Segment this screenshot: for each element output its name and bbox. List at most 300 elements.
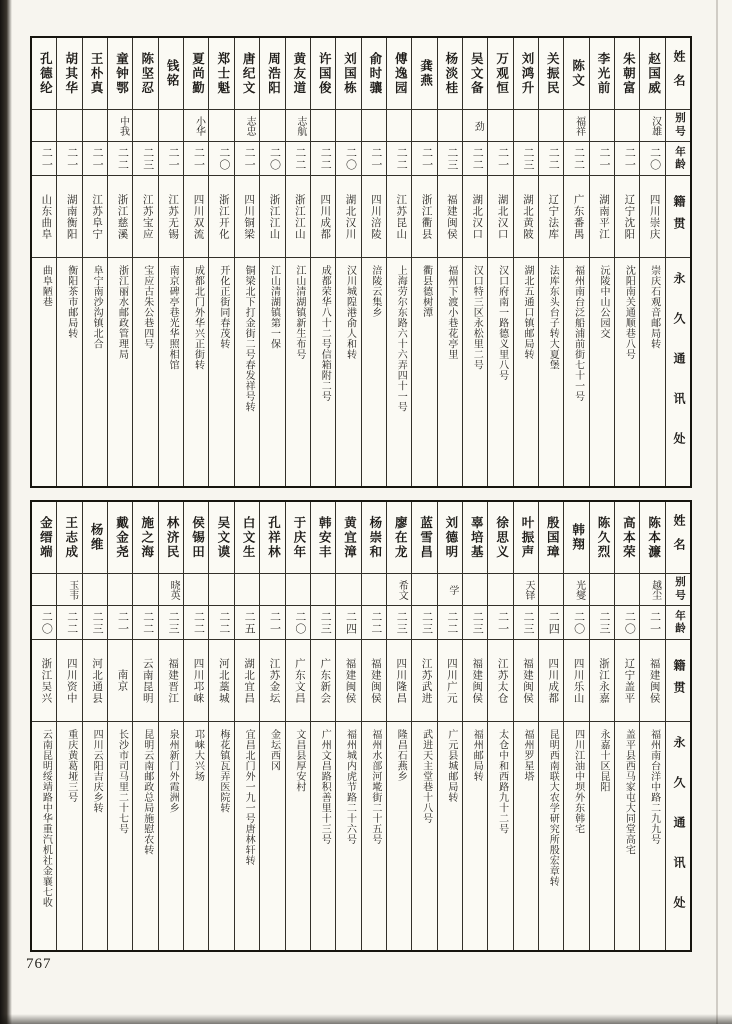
person-name-cell: 俞时骧 bbox=[362, 38, 386, 110]
person-column bbox=[589, 502, 614, 950]
person-age-cell: 二一 bbox=[615, 142, 639, 176]
person-column bbox=[234, 502, 259, 950]
person-name-cell: 戴金尧 bbox=[108, 502, 132, 574]
person-column bbox=[437, 502, 462, 950]
person-alias-cell bbox=[539, 574, 563, 606]
person-column bbox=[183, 502, 208, 950]
header-name-cell: 姓名 bbox=[666, 38, 690, 110]
person-alias-cell bbox=[615, 110, 639, 142]
person-column bbox=[32, 502, 56, 950]
person-origin-cell: 福建闽侯 bbox=[362, 640, 386, 722]
person-name-cell: 白文生 bbox=[235, 502, 259, 574]
person-origin-cell: 湖北黄陂 bbox=[514, 176, 538, 258]
person-origin-cell: 辽宁盖平 bbox=[615, 640, 639, 722]
person-name-cell: 廖在龙 bbox=[387, 502, 411, 574]
person-origin-cell: 湖北汉口 bbox=[488, 176, 512, 258]
person-name-cell: 孔德纶 bbox=[32, 38, 56, 110]
person-age-cell: 二三 bbox=[133, 142, 157, 176]
person-origin-cell: 广东新会 bbox=[311, 640, 335, 722]
person-origin-cell: 河北通县 bbox=[83, 640, 107, 722]
person-age-cell: 二一 bbox=[108, 606, 132, 640]
person-origin-cell: 四川铜梁 bbox=[235, 176, 259, 258]
header-origin-cell: 籍贯 bbox=[666, 640, 690, 722]
person-address-cell: 昆明云南邮政总局施慰农转 bbox=[141, 729, 153, 855]
person-alias-cell: 福祥 bbox=[564, 110, 588, 142]
person-column bbox=[462, 502, 487, 950]
person-name-cell: 高本荣 bbox=[615, 502, 639, 574]
person-alias-cell bbox=[260, 110, 284, 142]
person-age-cell: 二三 bbox=[83, 606, 107, 640]
person-origin-cell: 四川双流 bbox=[184, 176, 208, 258]
person-column bbox=[563, 502, 588, 950]
person-column bbox=[538, 38, 563, 486]
person-name-cell: 朱朝富 bbox=[615, 38, 639, 110]
person-address-cell: 武进天主堂巷十八号 bbox=[420, 729, 432, 824]
person-address-cell: 金坛西冈 bbox=[268, 729, 280, 771]
person-address-cell: 四川江油中坝外东韩宅 bbox=[572, 729, 584, 834]
person-alias-cell: 中我 bbox=[108, 110, 132, 142]
person-address-cell: 衡阳茶市邮局转 bbox=[65, 265, 77, 339]
person-alias-cell bbox=[209, 574, 233, 606]
person-origin-cell: 江苏金坛 bbox=[260, 640, 284, 722]
person-alias-cell bbox=[387, 110, 411, 142]
person-origin-cell: 四川资中 bbox=[57, 640, 81, 722]
person-address-cell: 汉川城隍港俞人和转 bbox=[344, 265, 356, 360]
person-origin-cell: 江苏昆山 bbox=[387, 176, 411, 258]
person-name-cell: 叶振声 bbox=[514, 502, 538, 574]
person-name-cell: 万观恒 bbox=[488, 38, 512, 110]
person-name-cell: 胡其华 bbox=[57, 38, 81, 110]
person-column bbox=[158, 502, 183, 950]
person-column bbox=[208, 38, 233, 486]
person-address-cell: 宝应古朱公巷四号 bbox=[141, 265, 153, 349]
person-age-cell: 二一 bbox=[235, 142, 259, 176]
person-column bbox=[513, 502, 538, 950]
person-age-cell: 二三 bbox=[590, 606, 614, 640]
person-name-cell: 杨淡桂 bbox=[438, 38, 462, 110]
person-origin-cell: 四川隆昌 bbox=[387, 640, 411, 722]
person-origin-cell: 江苏太仓 bbox=[488, 640, 512, 722]
person-origin-cell: 山东曲阜 bbox=[32, 176, 56, 258]
person-name-cell: 王朴真 bbox=[83, 38, 107, 110]
person-column bbox=[361, 38, 386, 486]
person-column bbox=[589, 38, 614, 486]
person-address-cell: 广州文昌路积善里十三号 bbox=[319, 729, 331, 845]
person-alias-cell bbox=[311, 574, 335, 606]
person-age-cell: 二一 bbox=[412, 142, 436, 176]
person-origin-cell: 辽宁法库 bbox=[539, 176, 563, 258]
person-origin-cell: 四川成都 bbox=[311, 176, 335, 258]
person-alias-cell bbox=[159, 110, 183, 142]
person-age-cell: 二〇 bbox=[209, 142, 233, 176]
person-name-cell: 周浩阳 bbox=[260, 38, 284, 110]
person-column bbox=[487, 38, 512, 486]
person-address-cell: 上海劳尔东路六十六弄四十一号 bbox=[395, 265, 407, 412]
person-address-cell: 法库东头台子转大夏堡 bbox=[547, 265, 559, 370]
person-alias-cell bbox=[362, 574, 386, 606]
person-alias-cell bbox=[514, 110, 538, 142]
person-name-cell: 徐思义 bbox=[488, 502, 512, 574]
person-column bbox=[259, 38, 284, 486]
person-name-cell: 杨维 bbox=[83, 502, 107, 574]
person-age-cell: 二〇 bbox=[564, 606, 588, 640]
person-column bbox=[56, 38, 81, 486]
person-alias-cell bbox=[133, 574, 157, 606]
person-address-cell: 太仓中和西路九十二号 bbox=[496, 729, 508, 834]
person-address-cell: 曲阜陋巷 bbox=[40, 265, 52, 307]
person-address-cell: 昆明西南联大农学研究所殷宏章转 bbox=[547, 729, 559, 887]
person-name-cell: 关振民 bbox=[539, 38, 563, 110]
person-column bbox=[462, 38, 487, 486]
person-address-cell: 四川云阳吉庆乡转 bbox=[91, 729, 103, 813]
person-origin-cell: 湖北汉川 bbox=[336, 176, 360, 258]
person-age-cell: 二二 bbox=[57, 606, 81, 640]
person-alias-cell bbox=[488, 574, 512, 606]
person-address-cell: 盖平县西马家屯大同堂高宅 bbox=[623, 729, 635, 855]
person-age-cell: 二一 bbox=[184, 142, 208, 176]
person-alias-cell: 学 bbox=[438, 574, 462, 606]
person-alias-cell bbox=[590, 110, 614, 142]
person-name-cell: 童钟鄂 bbox=[108, 38, 132, 110]
person-name-cell: 刘德明 bbox=[438, 502, 462, 574]
person-origin-cell: 江苏宝应 bbox=[133, 176, 157, 258]
person-address-cell: 福州南台泛船浦前街七十一号 bbox=[572, 265, 584, 402]
person-age-cell: 二二 bbox=[133, 606, 157, 640]
person-origin-cell: 浙江江山 bbox=[260, 176, 284, 258]
header-alias-cell: 别号 bbox=[666, 574, 690, 606]
person-address-cell: 福州南台洋中路二九九号 bbox=[648, 729, 660, 845]
person-origin-cell: 湖南衡阳 bbox=[57, 176, 81, 258]
person-alias-cell: 天铎 bbox=[514, 574, 538, 606]
directory-table-bottom bbox=[30, 500, 692, 952]
scan-right-crease bbox=[716, 0, 718, 1024]
person-address-cell: 梅花镇瓦弄医院转 bbox=[217, 729, 229, 813]
person-name-cell: 施之海 bbox=[133, 502, 157, 574]
person-column bbox=[158, 38, 183, 486]
person-address-cell: 长沙市司马里二十七号 bbox=[116, 729, 128, 834]
person-name-cell: 赵国威 bbox=[640, 38, 664, 110]
person-address-cell: 涪陵云集乡 bbox=[369, 265, 381, 318]
person-age-cell: 二四 bbox=[336, 606, 360, 640]
person-column bbox=[513, 38, 538, 486]
person-name-cell: 蓝雪昌 bbox=[412, 502, 436, 574]
person-origin-cell: 广东文昌 bbox=[286, 640, 310, 722]
person-age-cell: 二一 bbox=[488, 142, 512, 176]
person-column bbox=[386, 38, 411, 486]
person-column bbox=[335, 502, 360, 950]
person-name-cell: 陈本濂 bbox=[640, 502, 664, 574]
person-column bbox=[437, 38, 462, 486]
person-column bbox=[386, 502, 411, 950]
person-name-cell: 辜培基 bbox=[463, 502, 487, 574]
person-address-cell: 成都北门外华兴正街转 bbox=[192, 265, 204, 370]
person-name-cell: 孔祥林 bbox=[260, 502, 284, 574]
person-column bbox=[285, 38, 310, 486]
header-age-cell: 年龄 bbox=[666, 142, 690, 176]
person-origin-cell: 四川涪陵 bbox=[362, 176, 386, 258]
person-name-cell: 金缙端 bbox=[32, 502, 56, 574]
person-alias-cell: 小华 bbox=[184, 110, 208, 142]
person-age-cell: 二〇 bbox=[640, 142, 664, 176]
person-origin-cell: 浙江慈溪 bbox=[108, 176, 132, 258]
person-address-cell: 衢县德树潭 bbox=[420, 265, 432, 318]
person-age-cell: 二一 bbox=[83, 142, 107, 176]
person-age-cell: 二三 bbox=[412, 606, 436, 640]
person-age-cell: 二一 bbox=[32, 142, 56, 176]
person-alias-cell bbox=[539, 110, 563, 142]
person-origin-cell: 浙江开化 bbox=[209, 176, 233, 258]
person-age-cell: 二二 bbox=[463, 142, 487, 176]
person-name-cell: 韩安丰 bbox=[311, 502, 335, 574]
person-age-cell: 二三 bbox=[159, 606, 183, 640]
person-age-cell: 二一 bbox=[590, 142, 614, 176]
person-alias-cell bbox=[311, 110, 335, 142]
person-alias-cell bbox=[32, 110, 56, 142]
person-column bbox=[310, 38, 335, 486]
person-alias-cell bbox=[235, 574, 259, 606]
person-age-cell: 二一 bbox=[488, 606, 512, 640]
person-origin-cell: 四川崇庆 bbox=[640, 176, 664, 258]
person-address-cell: 福州邮局转 bbox=[471, 729, 483, 782]
person-alias-cell bbox=[412, 574, 436, 606]
person-column bbox=[310, 502, 335, 950]
person-name-cell: 唐纪文 bbox=[235, 38, 259, 110]
person-origin-cell: 南京 bbox=[108, 640, 132, 722]
person-age-cell: 二二 bbox=[286, 142, 310, 176]
person-address-cell: 广元县城邮局转 bbox=[445, 729, 457, 803]
person-address-cell: 福州水部河墘街二十五号 bbox=[369, 729, 381, 845]
person-alias-cell bbox=[133, 110, 157, 142]
person-alias-cell bbox=[336, 574, 360, 606]
person-address-cell: 铜梁北下打金街二号春发祥号转 bbox=[243, 265, 255, 412]
person-alias-cell bbox=[488, 110, 512, 142]
person-address-cell: 福州罗星塔 bbox=[521, 729, 533, 782]
person-age-cell: 二二 bbox=[362, 606, 386, 640]
header-address-cell: 永久通讯处 bbox=[672, 272, 686, 472]
person-age-cell: 二二 bbox=[564, 142, 588, 176]
person-origin-cell: 福建闽侯 bbox=[438, 176, 462, 258]
person-address-cell: 浙江丽水邮政管理局 bbox=[116, 265, 128, 360]
person-origin-cell: 浙江永嘉 bbox=[590, 640, 614, 722]
person-alias-cell bbox=[286, 574, 310, 606]
person-address-cell: 重庆黄葛垭三号 bbox=[65, 729, 77, 803]
person-alias-cell bbox=[336, 110, 360, 142]
person-address-cell: 福州城内虎节路二十六号 bbox=[344, 729, 356, 845]
person-address-cell: 隆昌石燕乡 bbox=[395, 729, 407, 782]
person-name-cell: 于庆年 bbox=[286, 502, 310, 574]
person-address-cell: 汉口特三区永松里二号 bbox=[471, 265, 483, 370]
person-age-cell: 二〇 bbox=[32, 606, 56, 640]
person-address-cell: 崇庆石观音邮局转 bbox=[648, 265, 660, 349]
person-name-cell: 侯锡田 bbox=[184, 502, 208, 574]
person-name-cell: 黄宜漳 bbox=[336, 502, 360, 574]
scan-bottom-edge bbox=[0, 1014, 732, 1024]
person-address-cell: 汉口府南一路德义里八号 bbox=[496, 265, 508, 381]
person-origin-cell: 四川邛崃 bbox=[184, 640, 208, 722]
person-origin-cell: 江苏武进 bbox=[412, 640, 436, 722]
person-alias-cell: 汉雄 bbox=[640, 110, 664, 142]
person-alias-cell bbox=[32, 574, 56, 606]
person-age-cell: 二四 bbox=[539, 606, 563, 640]
header-origin-cell: 籍贯 bbox=[666, 176, 690, 258]
person-alias-cell: 晓英 bbox=[159, 574, 183, 606]
person-column bbox=[183, 38, 208, 486]
person-age-cell: 二二 bbox=[184, 606, 208, 640]
person-name-cell: 龚燕 bbox=[412, 38, 436, 110]
person-origin-cell: 云南昆明 bbox=[133, 640, 157, 722]
person-age-cell: 二二 bbox=[387, 142, 411, 176]
person-origin-cell: 湖南平江 bbox=[590, 176, 614, 258]
person-age-cell: 二一 bbox=[362, 142, 386, 176]
person-name-cell: 郑士魁 bbox=[209, 38, 233, 110]
person-name-cell: 杨崇和 bbox=[362, 502, 386, 574]
person-alias-cell bbox=[108, 574, 132, 606]
person-origin-cell: 辽宁沈阳 bbox=[615, 176, 639, 258]
person-column bbox=[132, 38, 157, 486]
person-origin-cell: 浙江江山 bbox=[286, 176, 310, 258]
person-origin-cell: 福建闽侯 bbox=[336, 640, 360, 722]
person-origin-cell: 四川乐山 bbox=[564, 640, 588, 722]
person-alias-cell bbox=[438, 110, 462, 142]
person-age-cell: 二一 bbox=[260, 606, 284, 640]
person-name-cell: 钱铭 bbox=[159, 38, 183, 110]
header-name-cell: 姓名 bbox=[666, 502, 690, 574]
person-origin-cell: 浙江衢县 bbox=[412, 176, 436, 258]
person-address-cell: 沅陵中山公园交 bbox=[597, 265, 609, 339]
person-column bbox=[285, 502, 310, 950]
person-column bbox=[411, 502, 436, 950]
person-origin-cell: 河北藁城 bbox=[209, 640, 233, 722]
person-address-cell: 江山清湖镇新生布号 bbox=[293, 265, 305, 360]
person-name-cell: 殷国璋 bbox=[539, 502, 563, 574]
person-name-cell: 陈坚忍 bbox=[133, 38, 157, 110]
person-alias-cell bbox=[209, 110, 233, 142]
person-name-cell: 王志成 bbox=[57, 502, 81, 574]
person-age-cell: 二二 bbox=[209, 606, 233, 640]
person-column bbox=[82, 38, 107, 486]
person-address-cell: 云南昆明绥靖路中华重汽机社金襄七收 bbox=[40, 729, 52, 908]
person-column bbox=[335, 38, 360, 486]
person-age-cell: 二〇 bbox=[336, 142, 360, 176]
person-column bbox=[411, 38, 436, 486]
person-column bbox=[487, 502, 512, 950]
page-number: 767 bbox=[26, 956, 52, 972]
person-alias-cell bbox=[260, 574, 284, 606]
person-alias-cell: 志忠 bbox=[235, 110, 259, 142]
person-name-cell: 刘鸿升 bbox=[514, 38, 538, 110]
person-age-cell: 二二 bbox=[311, 142, 335, 176]
person-alias-cell: 越尘 bbox=[640, 574, 664, 606]
person-column bbox=[259, 502, 284, 950]
person-age-cell: 二〇 bbox=[260, 142, 284, 176]
person-address-cell: 泉州新门外霞洲乡 bbox=[167, 729, 179, 813]
person-origin-cell: 江苏阜宁 bbox=[83, 176, 107, 258]
person-address-cell: 南京碑亭巷光华照相馆 bbox=[167, 265, 179, 370]
person-column bbox=[208, 502, 233, 950]
person-name-cell: 林济民 bbox=[159, 502, 183, 574]
person-address-cell: 宜昌北门外一九一号唐林轩转 bbox=[243, 729, 255, 866]
person-alias-cell bbox=[463, 574, 487, 606]
person-age-cell: 二二 bbox=[539, 142, 563, 176]
person-origin-cell: 福建闽侯 bbox=[514, 640, 538, 722]
person-name-cell: 傅逸园 bbox=[387, 38, 411, 110]
person-origin-cell: 江苏无锡 bbox=[159, 176, 183, 258]
person-age-cell: 二三 bbox=[387, 606, 411, 640]
header-column bbox=[665, 502, 690, 950]
person-column bbox=[614, 502, 639, 950]
person-age-cell: 二〇 bbox=[286, 606, 310, 640]
person-origin-cell: 四川成都 bbox=[539, 640, 563, 722]
person-alias-cell bbox=[83, 574, 107, 606]
person-column bbox=[538, 502, 563, 950]
header-column bbox=[665, 38, 690, 486]
person-age-cell: 二五 bbox=[235, 606, 259, 640]
person-age-cell: 二三 bbox=[438, 142, 462, 176]
person-age-cell: 二二 bbox=[108, 142, 132, 176]
directory-table-top bbox=[30, 36, 692, 488]
person-origin-cell: 湖北汉口 bbox=[463, 176, 487, 258]
header-alias-cell: 别号 bbox=[666, 110, 690, 142]
person-address-cell: 阜宁南沙沟镇北合 bbox=[91, 265, 103, 349]
person-alias-cell: 劲 bbox=[463, 110, 487, 142]
person-name-cell: 夏尚勤 bbox=[184, 38, 208, 110]
person-address-cell: 湖北五通口镇邮局转 bbox=[521, 265, 533, 360]
person-name-cell: 刘国栋 bbox=[336, 38, 360, 110]
person-name-cell: 陈文 bbox=[564, 38, 588, 110]
person-alias-cell bbox=[412, 110, 436, 142]
person-age-cell: 二三 bbox=[514, 142, 538, 176]
person-column bbox=[32, 38, 56, 486]
person-name-cell: 吴文备 bbox=[463, 38, 487, 110]
person-name-cell: 韩翔 bbox=[564, 502, 588, 574]
person-origin-cell: 福建晋江 bbox=[159, 640, 183, 722]
person-origin-cell: 福建闽侯 bbox=[640, 640, 664, 722]
person-alias-cell bbox=[184, 574, 208, 606]
header-age-cell: 年龄 bbox=[666, 606, 690, 640]
person-column bbox=[639, 38, 664, 486]
person-alias-cell: 希文 bbox=[387, 574, 411, 606]
person-age-cell: 二三 bbox=[514, 606, 538, 640]
person-name-cell: 黄友道 bbox=[286, 38, 310, 110]
person-alias-cell bbox=[590, 574, 614, 606]
person-alias-cell bbox=[615, 574, 639, 606]
header-address-cell: 永久通讯处 bbox=[672, 736, 686, 936]
person-age-cell: 二一 bbox=[640, 606, 664, 640]
person-name-cell: 许国俊 bbox=[311, 38, 335, 110]
person-age-cell: 二三 bbox=[311, 606, 335, 640]
person-address-cell: 沈阳南关通顺巷八号 bbox=[623, 265, 635, 360]
person-origin-cell: 福建闽侯 bbox=[463, 640, 487, 722]
person-age-cell: 二一 bbox=[57, 142, 81, 176]
person-address-cell: 江山清湖镇第一保 bbox=[268, 265, 280, 349]
person-name-cell: 陈久烈 bbox=[590, 502, 614, 574]
person-alias-cell bbox=[83, 110, 107, 142]
person-age-cell: 二一 bbox=[159, 142, 183, 176]
person-address-cell: 成都荣华八十二号信箱附二号 bbox=[319, 265, 331, 402]
person-age-cell: 二二 bbox=[438, 606, 462, 640]
person-alias-cell: 光燮 bbox=[564, 574, 588, 606]
person-column bbox=[56, 502, 81, 950]
person-column bbox=[361, 502, 386, 950]
person-address-cell: 文昌县厚安村 bbox=[293, 729, 305, 792]
person-origin-cell: 广东番禺 bbox=[564, 176, 588, 258]
person-address-cell: 开化正街同春茂转 bbox=[217, 265, 229, 349]
person-name-cell: 李光前 bbox=[590, 38, 614, 110]
person-column bbox=[107, 38, 132, 486]
person-origin-cell: 四川广元 bbox=[438, 640, 462, 722]
person-alias-cell: 志航 bbox=[286, 110, 310, 142]
person-alias-cell bbox=[362, 110, 386, 142]
